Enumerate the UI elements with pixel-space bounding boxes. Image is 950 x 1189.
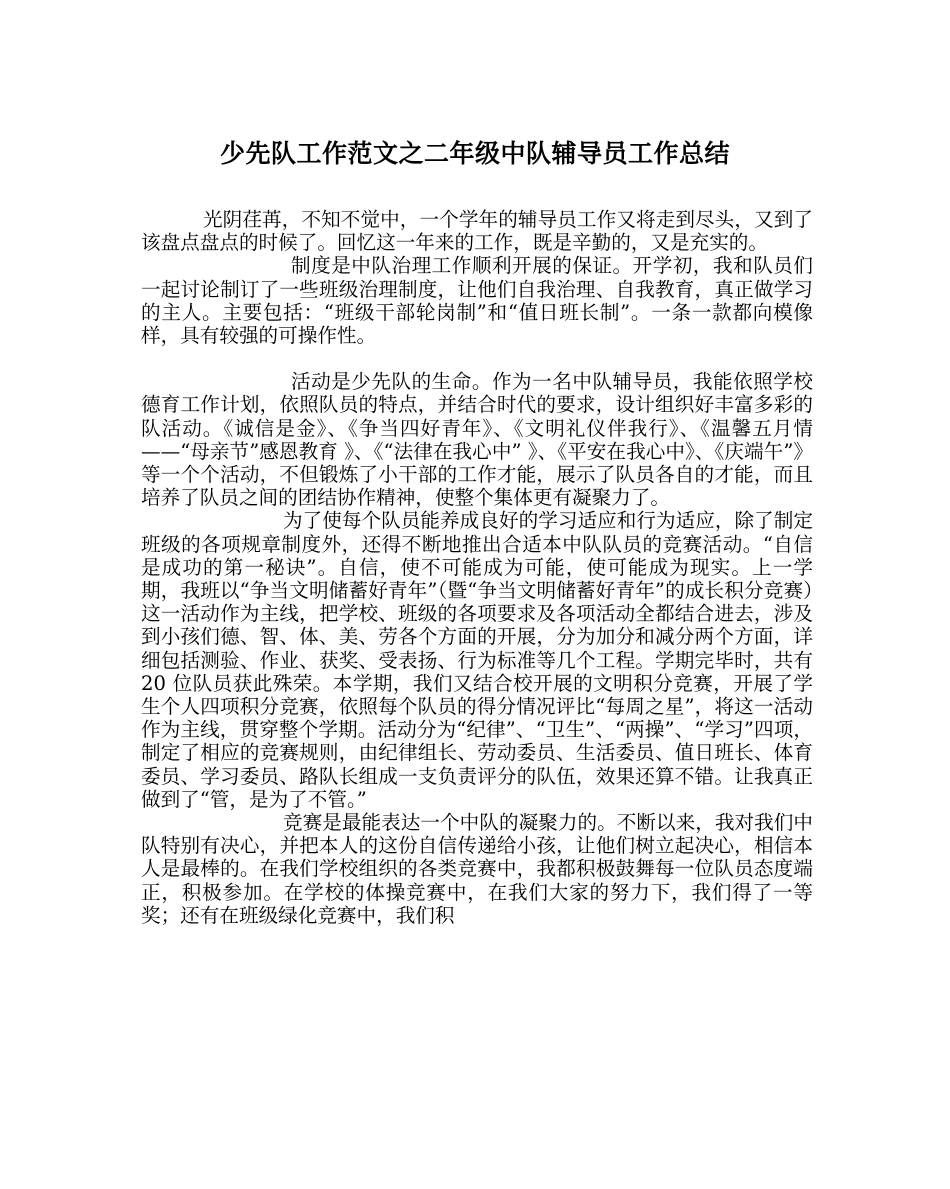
paragraph-competitions: 为了使每个队员能养成良好的学习适应和行为适应，除了制定班级的各项规章制度外，还得不断地推出合适本中队队员的竞赛活动。“自信是成功的第一秘诀”。自信，使不可能成为可能，使可能成为现实。上一学期，我班以“争当文明储蓄好青年”（暨“争当文明储蓄好青年”的成长积分竞赛）这一活动作为主线，把学校、班级的各项要求及各项活动全都结合进去，涉及到小孩们德、智、体、美、劳各个方面的开展，分为加分和减分两个方面，详细包括测验、作业、获奖、受表扬、行为标准等几个工程。学期完毕时，共有 20 位队员获此殊荣。本学期，我们又结合校开展的文明积分竞赛，开展了学生个人四项积分竞赛，依照每个队员的得分情况评比“每周之星”，将这一活动作为主线，贯穿整个学期。活动分为“纪律”、“卫生”、“两操”、“学习”四项，制定了相应的竞赛规则，由纪律组长、劳动委员、生活委员、值日班长、体育委员、学习委员、路队长组成一支负责评分的队伍，效果还算不错。让我真正做到了“管，是为了不管。” [141, 509, 813, 811]
paragraph-cohesion: 竞赛是最能表达一个中队的凝聚力的。不断以来，我对我们中队特别有决心，并把本人的这份自信传递给小孩，让他们树立起决心，相信本人是最棒的。在我们学校组织的各类竞赛中，我都积极鼓舞每一位队员态度端正，积极参加。在学校的体操竞赛中，在我们大家的努力下，我们得了一等奖；还有在班级绿化竞赛中，我们积 [141, 811, 813, 927]
document-body [141, 208, 813, 927]
paragraph-rules: 制度是中队治理工作顺利开展的保证。开学初，我和队员们一起讨论制订了一些班级治理制度，让他们自我治理、自我教育，真正做学习的主人。主要包括：“班级干部轮岗制”和“值日班长制”。一条一款都向模像样，具有较强的可操作性。 [141, 254, 813, 348]
paragraph-activities: 活动是少先队的生命。作为一名中队辅导员，我能依照学校德育工作计划，依照队员的特点，并结合时代的要求，设计组织好丰富多彩的队活动。《诚信是金》、《争当四好青年》、《文明礼仪伴我行》、《温馨五月情——“母亲节”感恩教育 》、《“法律在我心中” 》、《平安在我心中》、《庆端午”》等一个个活动，不但锻炼了小干部的工作才能，展示了队员各自的才能，而且培养了队员之间的团结协作精神，使整个集体更有凝聚力了。 [141, 370, 813, 510]
paragraph-intro: 光阴荏苒，不知不觉中，一个学年的辅导员工作又将走到尽头，又到了该盘点盘点的时候了。回忆这一年来的工作，既是辛勤的，又是充实的。 [141, 208, 813, 255]
document-title: 少先队工作范文之二年级中队辅导员工作总结 [219, 139, 730, 168]
